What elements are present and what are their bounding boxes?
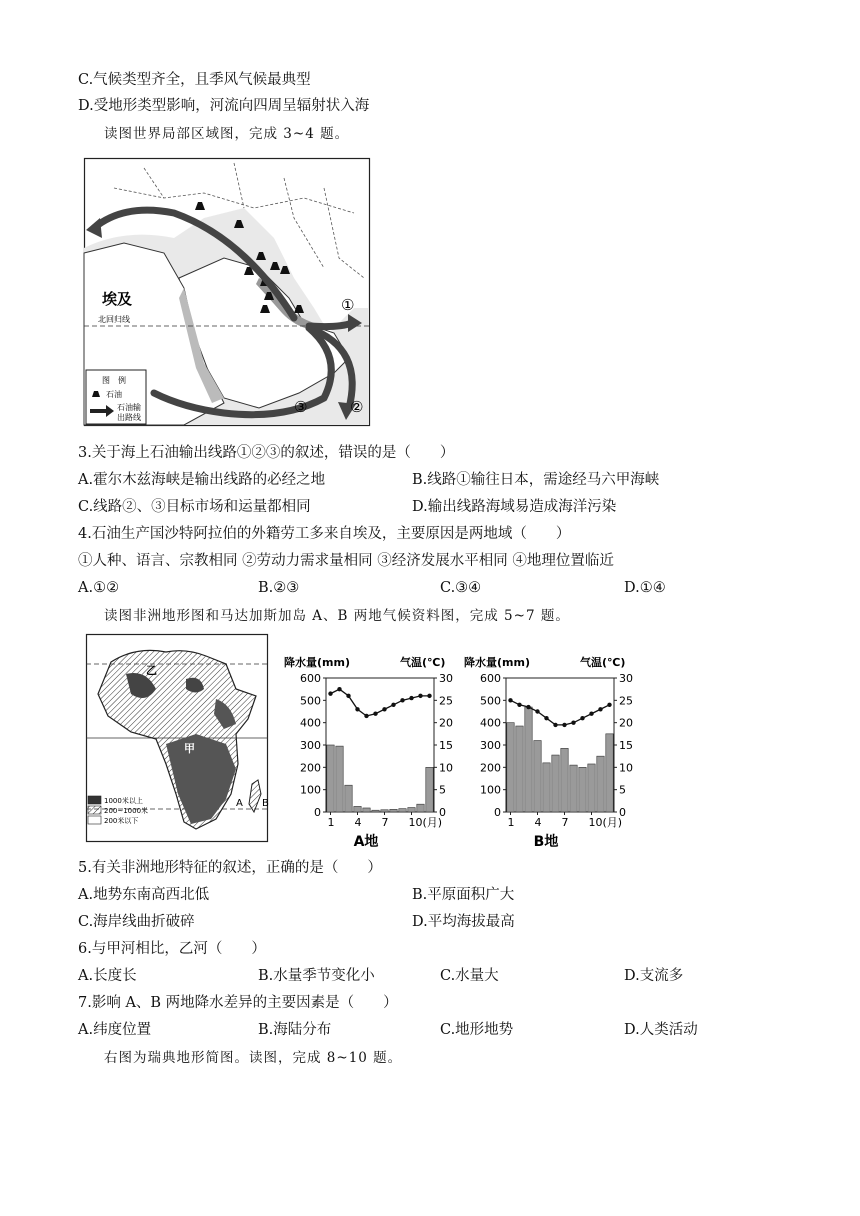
legend-high: 1000米以上 xyxy=(104,797,143,805)
temperature-point xyxy=(526,705,530,709)
question-5: 5.有关非洲地形特征的叙述，正确的是（ ） xyxy=(78,860,382,876)
right-tick-label: 25 xyxy=(439,694,453,708)
temperature-point xyxy=(553,723,557,727)
temperature-point xyxy=(346,694,350,698)
chart-title: A地 xyxy=(353,834,379,850)
x-tick-label: 7 xyxy=(381,816,389,829)
left-tick-label: 100 xyxy=(480,783,501,797)
precip-bar xyxy=(417,804,424,812)
precip-bar xyxy=(534,741,541,812)
question-3: 3.关于海上石油输出线路①②③的叙述，错误的是（ ） xyxy=(78,445,455,461)
temperature-point xyxy=(391,703,395,707)
x-tick-label: 7 xyxy=(561,816,569,829)
temperature-point xyxy=(544,716,548,720)
q4-statements: ①人种、语言、宗教相同 ②劳动力需求量相同 ③经济发展水平相同 ④地理位置临近 xyxy=(78,553,614,569)
precip-bar xyxy=(507,723,514,812)
precip-bar xyxy=(552,755,559,812)
temperature-point xyxy=(427,694,431,698)
egypt-label: 埃及 xyxy=(102,290,133,308)
q6-option-d[interactable]: D.支流多 xyxy=(624,968,684,984)
question-4: 4.石油生产国沙特阿拉伯的外籍劳工多来自埃及，主要原因是两地域（ ） xyxy=(78,526,571,542)
climate-chart-a xyxy=(282,652,452,852)
intro-q8-10: 右图为瑞典地形简图。读图，完成 8~10 题。 xyxy=(104,1050,403,1066)
temperature-point xyxy=(562,723,566,727)
option-line-c: C.气候类型齐全，且季风气候最典型 xyxy=(78,72,311,88)
q4-option-d[interactable]: D.①④ xyxy=(624,580,666,596)
precip-bar xyxy=(372,810,379,812)
q4-option-c[interactable]: C.③④ xyxy=(440,580,482,596)
precip-bar xyxy=(426,767,433,812)
right-tick-label: 30 xyxy=(439,672,453,685)
precip-bar xyxy=(390,809,397,812)
y-left-title: 降水量(mm) xyxy=(464,656,530,669)
temperature-point xyxy=(328,691,332,695)
x-tick-label: 4 xyxy=(534,816,542,829)
x-tick-label: 1 xyxy=(327,816,335,829)
climate-chart-b xyxy=(462,652,632,852)
q3-option-b[interactable]: B.线路①输往日本，需途经马六甲海峡 xyxy=(412,472,660,488)
q4-option-a[interactable]: A.①② xyxy=(78,580,120,596)
question-7: 7.影响 A、B 两地降水差异的主要因素是（ ） xyxy=(78,995,398,1011)
legend-mid: 200~1000米 xyxy=(104,807,149,815)
y-right-title: 气温(℃) xyxy=(400,656,446,669)
y-right-title: 气温(℃) xyxy=(580,656,626,669)
q3-option-a[interactable]: A.霍尔木兹海峡是输出线路的必经之地 xyxy=(78,472,326,488)
q3-option-c[interactable]: C.线路②、③目标市场和运量都相同 xyxy=(78,499,311,515)
temperature-point xyxy=(580,716,584,720)
middle-east-oil-map xyxy=(84,158,370,426)
legend-title: 图 例 xyxy=(102,376,126,385)
precip-bar xyxy=(516,726,523,812)
q4-option-b[interactable]: B.②③ xyxy=(258,580,300,596)
legend-oil: 石油 xyxy=(106,390,122,399)
question-6: 6.与甲河相比，乙河（ ） xyxy=(78,941,266,957)
left-tick-label: 0 xyxy=(314,806,321,819)
legend-route-2: 出路线 xyxy=(117,413,141,422)
y-left-title: 降水量(mm) xyxy=(284,656,350,669)
x-tick-label: 1 xyxy=(507,816,515,829)
q7-option-b[interactable]: B.海陆分布 xyxy=(258,1022,332,1038)
right-tick-label: 10 xyxy=(619,761,633,775)
temperature-point xyxy=(517,703,521,707)
point-a-label: A xyxy=(236,798,243,809)
left-tick-label: 0 xyxy=(494,806,501,819)
q6-option-c[interactable]: C.水量大 xyxy=(440,968,499,984)
right-tick-label: 5 xyxy=(439,783,446,797)
precip-bar xyxy=(345,785,352,812)
temperature-point xyxy=(571,720,575,724)
precip-bar xyxy=(525,707,532,812)
q5-option-a[interactable]: A.地势东南高西北低 xyxy=(78,887,210,903)
river-yi-label: 乙 xyxy=(146,664,157,677)
africa-terrain-map xyxy=(86,634,268,842)
precip-bar xyxy=(336,746,343,812)
q7-option-c[interactable]: C.地形地势 xyxy=(440,1022,514,1038)
legend-low: 200米以下 xyxy=(104,817,139,825)
temperature-point xyxy=(400,698,404,702)
route-1-label: ① xyxy=(341,296,355,314)
precip-bar xyxy=(606,734,613,812)
chart-title: B地 xyxy=(533,834,559,850)
q5-option-c[interactable]: C.海岸线曲折破碎 xyxy=(78,914,195,930)
precip-bar xyxy=(381,810,388,812)
temperature-point xyxy=(409,696,413,700)
right-tick-label: 15 xyxy=(619,739,633,752)
precip-bar xyxy=(354,806,361,812)
left-tick-label: 400 xyxy=(480,716,501,730)
temperature-point xyxy=(589,712,593,716)
precip-bar xyxy=(561,748,568,812)
right-tick-label: 20 xyxy=(619,716,633,730)
option-line-d: D.受地形类型影响，河流向四周呈辐射状入海 xyxy=(78,98,370,114)
q6-option-b[interactable]: B.水量季节变化小 xyxy=(258,968,375,984)
right-tick-label: 0 xyxy=(439,806,446,819)
river-jia-label: 甲 xyxy=(184,742,195,755)
precip-bar xyxy=(543,763,550,812)
precip-bar xyxy=(588,764,595,812)
q3-option-d[interactable]: D.输出线路海域易造成海洋污染 xyxy=(412,499,617,515)
precip-bar xyxy=(570,765,577,812)
precip-bar xyxy=(363,808,370,812)
right-tick-label: 5 xyxy=(619,783,626,797)
q5-option-b[interactable]: B.平原面积广大 xyxy=(412,887,515,903)
right-tick-label: 0 xyxy=(619,806,626,819)
tropic-label: 北回归线 xyxy=(98,315,130,324)
temperature-point xyxy=(598,707,602,711)
q7-option-a[interactable]: A.纬度位置 xyxy=(78,1022,152,1038)
intro-q5-7: 读图非洲地形图和马达加斯加岛 A、B 两地气候资料图，完成 5~7 题。 xyxy=(104,608,570,624)
left-tick-label: 500 xyxy=(300,694,321,708)
precip-bar xyxy=(408,808,415,812)
temperature-point xyxy=(508,698,512,702)
left-tick-label: 200 xyxy=(480,761,501,775)
right-tick-label: 25 xyxy=(619,694,633,708)
q5-option-d[interactable]: D.平均海拔最高 xyxy=(412,914,515,930)
right-tick-label: 30 xyxy=(619,672,633,685)
left-tick-label: 300 xyxy=(480,739,501,752)
precip-bar xyxy=(327,745,334,812)
left-tick-label: 300 xyxy=(300,739,321,752)
temperature-line xyxy=(331,689,430,716)
route-2-label: ② xyxy=(350,398,364,416)
temperature-point xyxy=(382,707,386,711)
temperature-point xyxy=(418,694,422,698)
left-tick-label: 600 xyxy=(300,672,321,685)
right-tick-label: 20 xyxy=(439,716,453,730)
left-tick-label: 500 xyxy=(480,694,501,708)
precip-bar xyxy=(579,767,586,812)
right-tick-label: 15 xyxy=(439,739,453,752)
x-tick-label: 4 xyxy=(354,816,362,829)
temperature-point xyxy=(607,703,611,707)
left-tick-label: 200 xyxy=(300,761,321,775)
precip-bar xyxy=(399,809,406,812)
x-tick-label: 10(月) xyxy=(588,816,623,829)
q7-option-d[interactable]: D.人类活动 xyxy=(624,1022,698,1038)
temperature-point xyxy=(535,709,539,713)
temperature-point xyxy=(364,714,368,718)
left-tick-label: 400 xyxy=(300,716,321,730)
x-tick-label: 10(月) xyxy=(408,816,443,829)
legend-route-1: 石油输 xyxy=(117,403,141,412)
right-tick-label: 10 xyxy=(439,761,453,775)
left-tick-label: 600 xyxy=(480,672,501,685)
intro-q3-4: 读图世界局部区域图，完成 3~4 题。 xyxy=(104,126,350,142)
temperature-point xyxy=(373,712,377,716)
q6-option-a[interactable]: A.长度长 xyxy=(78,968,137,984)
route-3-label: ③ xyxy=(294,398,308,416)
temperature-point xyxy=(337,687,341,691)
precip-bar xyxy=(597,756,604,812)
point-b-label: B xyxy=(262,798,269,809)
temperature-point xyxy=(355,707,359,711)
left-tick-label: 100 xyxy=(300,783,321,797)
